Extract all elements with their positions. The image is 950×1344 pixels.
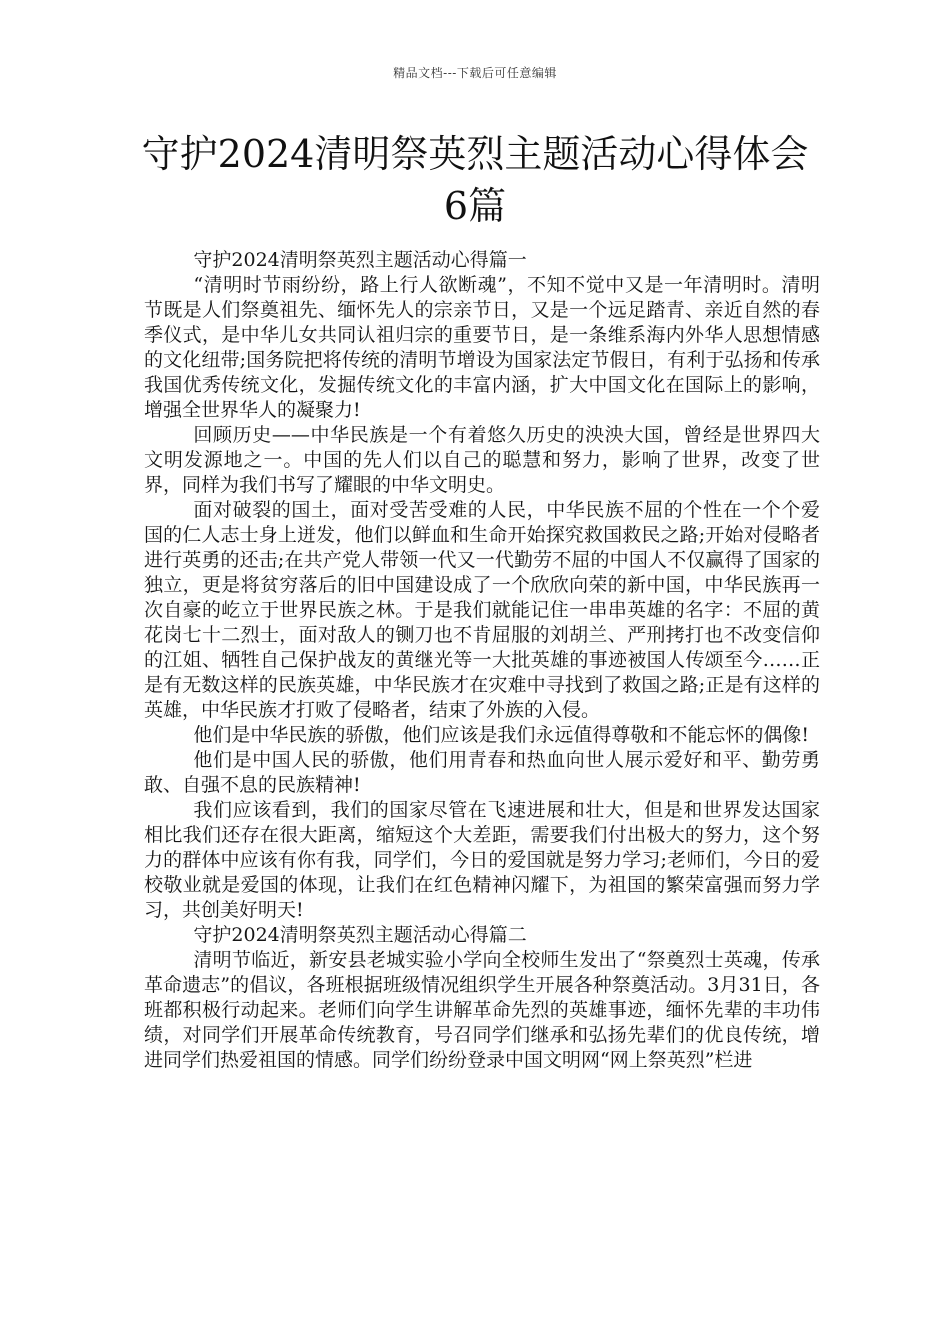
- document-body: [144, 248, 820, 1073]
- paragraph: 他们是中国人民的骄傲，他们用青春和热血向世人展示爱好和平、勤劳勇敢、自强不息的民族精神!: [144, 749, 820, 796]
- paragraph: 他们是中华民族的骄傲，他们应该是我们永远值得尊敬和不能忘怀的偶像!: [193, 724, 810, 746]
- paragraph: “清明时节雨纷纷，路上行人欲断魂”，不知不觉中又是一年清明时。清明节既是人们祭奠祖先、缅怀先人的宗亲节日，又是一个远足踏青、亲近自然的春季仪式，是中华儿女共同认祖归宗的重要节日，是一条维系海内外华人思想情感的文化纽带;国务院把将传统的清明节增设为国家法定节假日，有利于弘扬和传承我国优秀传统文化，发掘传统文化的丰富内涵，扩大中国文化在国际上的影响，增强全世界华人的凝聚力!: [144, 274, 820, 421]
- document-title: 守护2024清明祭英烈主题活动心得体会6篇: [141, 132, 809, 228]
- section-heading-2: 守护2024清明祭英烈主题活动心得篇二: [193, 924, 527, 946]
- paragraph: 面对破裂的国土，面对受苦受难的人民，中华民族不屈的个性在一个个爱国的仁人志士身上迸发，他们以鲜血和生命开始探究救国救民之路;开始对侵略者进行英勇的还击;在共产党人带领一代又一代勤劳不屈的中国人不仅赢得了国家的独立，更是将贫穷落后的旧中国建设成了一个欣欣向荣的新中国，中华民族再一次自豪的屹立于世界民族之林。于是我们就能记住一串串英雄的名字：不屈的黄花岗七十二烈士，面对敌人的铡刀也不肯屈服的刘胡兰、严刑拷打也不改变信仰的江姐、牺牲自己保护战友的黄继光等一大批英雄的事迹被国人传颂至今……正是有无数这样的民族英雄，中华民族才在灾难中寻找到了救国之路;正是有这样的英雄，中华民族才打败了侵略者，结束了外族的入侵。: [144, 499, 820, 721]
- paragraph: 回顾历史——中华民族是一个有着悠久历史的泱泱大国，曾经是世界四大文明发源地之一。中国的先人们以自己的聪慧和努力，影响了世界，改变了世界，同样为我们书写了耀眼的中华文明史。: [144, 424, 820, 496]
- section-heading-1: 守护2024清明祭英烈主题活动心得篇一: [193, 249, 527, 271]
- header-note: 精品文档---下载后可任意编辑: [393, 66, 557, 80]
- paragraph: 清明节临近，新安县老城实验小学向全校师生发出了“祭奠烈士英魂，传承革命遗志”的倡议，各班根据班级情况组织学生开展各种祭奠活动。3月31日，各班都积极行动起来。老师们向学生讲解革命先烈的英雄事迹，缅怀先辈的丰功伟绩，对同学们开展革命传统教育，号召同学们继承和弘扬先辈们的优良传统，增进同学们热爱祖国的情感。同学们纷纷登录中国文明网“网上祭英烈”栏进: [144, 949, 820, 1071]
- paragraph: 我们应该看到，我们的国家尽管在飞速进展和壮大，但是和世界发达国家相比我们还存在很大距离，缩短这个大差距，需要我们付出极大的努力，这个努力的群体中应该有你有我，同学们，今日的爱国就是努力学习;老师们，今日的爱校敬业就是爱国的体现，让我们在红色精神闪耀下，为祖国的繁荣富强而努力学习，共创美好明天!: [144, 799, 820, 921]
